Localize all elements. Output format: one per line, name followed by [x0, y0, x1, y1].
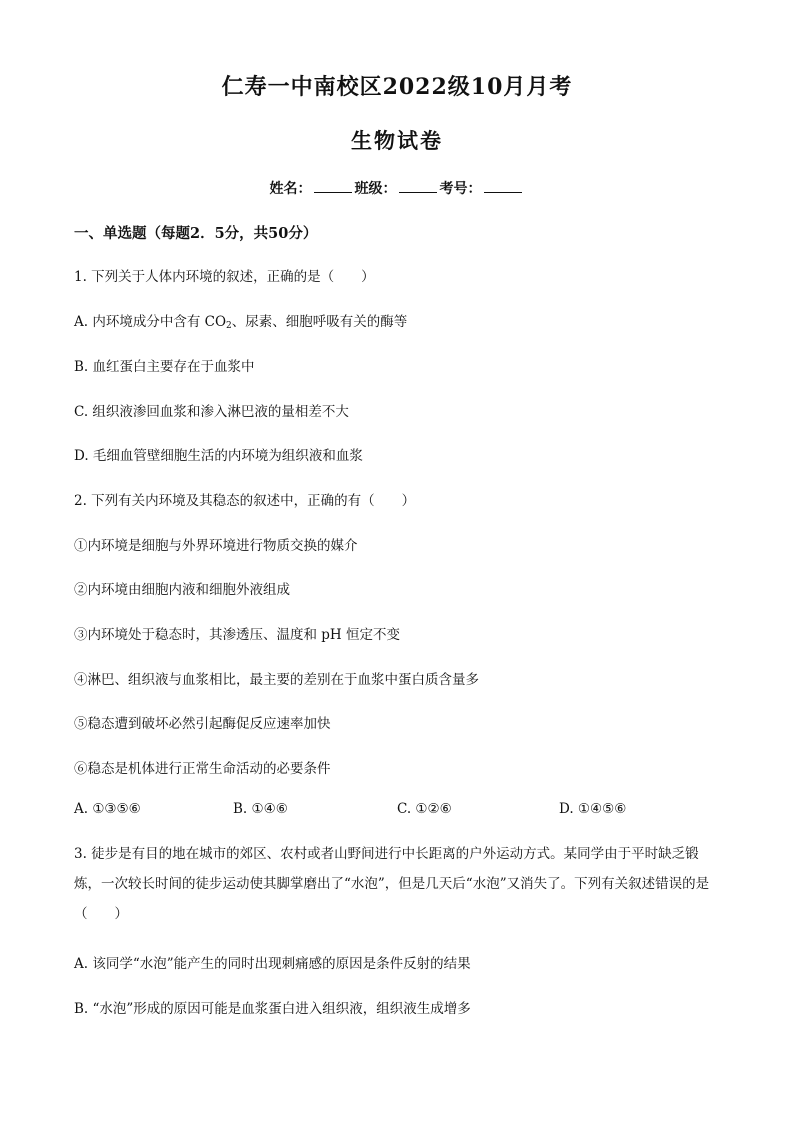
name-label: 姓名： [269, 181, 312, 197]
question-3-option-b: B. “水泡”形成的原因可能是血浆蛋白进入组织液，组织液生成增多 [74, 1001, 471, 1017]
question-3-stem: 3. 徒步是有目的地在城市的郊区、农村或者山野间进行中长距离的户外运动方式。某同学由于平时缺乏锻炼，一次较长时间的徒步运动使其脚掌磨出了“水泡”，但是几天后“水泡”又消失了。下列有关叙述错误的是（ ） [74, 846, 710, 922]
question-3-option-a: A. 该同学“水泡”能产生的同时出现刺痛感的原因是条件反射的结果 [74, 956, 471, 972]
name-blank[interactable] [314, 178, 352, 193]
question-2-item: ⑤稳态遭到破坏必然引起酶促反应速率加快 [74, 716, 331, 732]
question-1-option-c: C. 组织液渗回血浆和渗入淋巴液的量相差不大 [74, 404, 349, 420]
question-1-option-b: B. 血红蛋白主要存在于血浆中 [74, 359, 255, 375]
question-2-item: ⑥稳态是机体进行正常生命活动的必要条件 [74, 761, 331, 777]
exam-subtitle: 生物试卷 [351, 128, 443, 153]
number-blank[interactable] [484, 178, 522, 193]
question-2-option-a: A. ①③⑤⑥ [74, 801, 141, 817]
question-2-option-d: D. ①④⑤⑥ [559, 801, 627, 817]
question-2-item: ②内环境由细胞内液和细胞外液组成 [74, 582, 290, 598]
question-2-item: ③内环境处于稳态时，其渗透压、温度和 pH 恒定不变 [74, 627, 400, 643]
question-1-option-a: A. 内环境成分中含有 $CO_2$、尿素、细胞呼吸有关的酶等 [74, 314, 408, 331]
class-blank[interactable] [399, 178, 437, 193]
question-2-stem: 2. 下列有关内环境及其稳态的叙述中，正确的有（ ） [74, 493, 416, 509]
question-2-item: ④淋巴、组织液与血浆相比，最主要的差别在于血浆中蛋白质含量多 [74, 672, 479, 688]
number-label: 考号： [439, 181, 482, 197]
question-1-option-d: D. 毛细血管壁细胞生活的内环境为组织液和血浆 [74, 448, 363, 464]
question-2-item: ①内环境是细胞与外界环境进行物质交换的媒介 [74, 538, 358, 554]
student-info-line [0, 178, 794, 198]
question-2-option-c: C. ①②⑥ [397, 801, 452, 817]
question-2-option-b: B. ①④⑥ [233, 801, 288, 817]
class-label: 班级： [354, 181, 397, 197]
question-1-stem: 1. 下列关于人体内环境的叙述，正确的是（ ） [74, 269, 375, 285]
exam-title: 仁寿一中南校区2022级10月月考 [221, 74, 573, 100]
section-heading: 一、单选题（每题2．5分，共50分） [74, 225, 318, 242]
